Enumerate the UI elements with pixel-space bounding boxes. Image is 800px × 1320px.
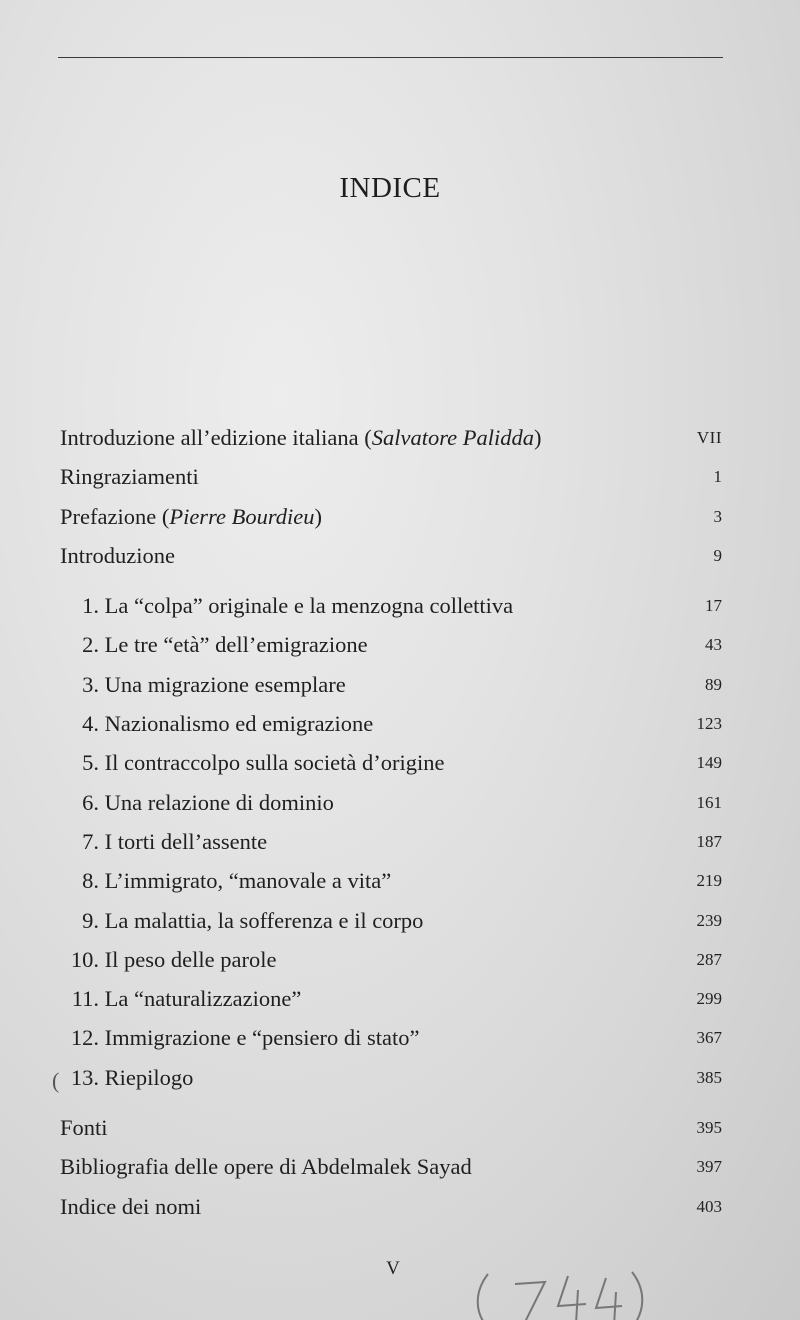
toc-page-number: 385 xyxy=(696,1067,722,1087)
toc-entry-label: Ringraziamenti xyxy=(60,464,199,490)
toc-entry-label: 9. La malattia, la sofferenza e il corpo xyxy=(60,901,423,940)
toc-chapter-3[interactable] xyxy=(60,665,722,704)
toc-entry-fonti[interactable] xyxy=(60,1108,722,1147)
toc-page-number: 187 xyxy=(696,831,722,851)
toc-page-number: 287 xyxy=(696,949,722,969)
toc-chapter-2[interactable] xyxy=(60,625,722,664)
chapter-number: 3. xyxy=(82,671,99,697)
toc-entry-prefazione[interactable] xyxy=(60,497,722,536)
table-of-contents xyxy=(60,418,722,1226)
toc-entry-label: Introduzione all’edizione italiana (Salvatore Palidda) xyxy=(60,425,542,450)
toc-entry-author: Pierre Bourdieu xyxy=(169,503,315,529)
chapter-number: 13. xyxy=(70,1064,99,1090)
toc-page-number: 395 xyxy=(696,1118,722,1138)
toc-entry-label: Fonti xyxy=(60,1115,108,1141)
toc-entry-introduzione[interactable] xyxy=(60,536,722,575)
toc-chapter-6[interactable] xyxy=(60,783,722,822)
toc-page-number: 397 xyxy=(696,1157,722,1177)
top-rule xyxy=(58,57,723,58)
toc-entry-label: Introduzione xyxy=(60,542,175,568)
toc-entry-label: Indice dei nomi xyxy=(60,1193,202,1219)
toc-entry-author: Salvatore Palidda xyxy=(371,425,535,450)
toc-entry-indice-dei-nomi[interactable] xyxy=(60,1187,722,1226)
chapter-number: 1. xyxy=(82,593,99,619)
toc-page-number: 161 xyxy=(696,792,722,812)
toc-chapter-1[interactable] xyxy=(60,586,722,625)
toc-entry-label: 2. Le tre “età” dell’emigrazione xyxy=(60,625,368,664)
toc-entry-label: 1. La “colpa” originale e la menzogna collettiva xyxy=(60,586,513,625)
toc-entry-label: 12. Immigrazione e “pensiero di stato” xyxy=(60,1018,420,1057)
toc-entry-label: 3. Una migrazione esemplare xyxy=(60,665,346,704)
toc-entry-label: 11. La “naturalizzazione” xyxy=(60,979,301,1018)
toc-page-number: 239 xyxy=(696,910,722,930)
chapter-number: 8. xyxy=(82,868,99,894)
chapter-number: 2. xyxy=(82,632,99,658)
toc-page-number: 123 xyxy=(696,714,722,734)
toc-entry-bibliografia[interactable] xyxy=(60,1147,722,1186)
page-title: INDICE xyxy=(339,172,441,204)
toc-entry-label: 13. Riepilogo xyxy=(60,1058,193,1097)
chapter-number: 9. xyxy=(82,907,99,933)
toc-entry-label: 4. Nazionalismo ed emigrazione xyxy=(60,704,373,743)
toc-page-number: 43 xyxy=(705,635,722,655)
toc-page-number: 367 xyxy=(696,1028,722,1048)
toc-entry-ringraziamenti[interactable] xyxy=(60,457,722,496)
toc-page-number: 299 xyxy=(696,989,722,1009)
page-folio: V xyxy=(386,1258,400,1279)
chapter-number: 5. xyxy=(82,750,99,776)
toc-entry-introduzione-edizione-italiana[interactable] xyxy=(60,418,722,457)
chapter-number: 10. xyxy=(70,946,99,972)
toc-page-number: VII xyxy=(696,428,722,447)
toc-entry-label: 7. I torti dell’assente xyxy=(60,822,267,861)
margin-pencil-mark: ( xyxy=(52,1068,60,1093)
toc-page-number: 9 xyxy=(713,545,722,565)
toc-entry-label: 6. Una relazione di dominio xyxy=(60,783,334,822)
chapter-number: 6. xyxy=(82,789,99,815)
toc-chapter-10[interactable] xyxy=(60,940,722,979)
toc-entry-label: Bibliografia delle opere di Abdelmalek Sayad xyxy=(60,1154,472,1180)
toc-chapter-13[interactable] xyxy=(60,1058,722,1097)
chapter-number: 12. xyxy=(70,1025,99,1051)
toc-page-number: 17 xyxy=(705,596,722,616)
toc-chapter-7[interactable] xyxy=(60,822,722,861)
toc-page-number: 403 xyxy=(696,1196,722,1216)
chapter-number: 11. xyxy=(71,986,99,1012)
handwritten-page-note xyxy=(470,1262,650,1320)
toc-chapter-12[interactable] xyxy=(60,1018,722,1057)
toc-chapter-11[interactable] xyxy=(60,979,722,1018)
toc-page-number: 149 xyxy=(696,753,722,773)
toc-chapter-9[interactable] xyxy=(60,901,722,940)
toc-page-number: 89 xyxy=(705,674,722,694)
toc-page-number: 219 xyxy=(696,871,722,891)
toc-entry-label: Prefazione (Pierre Bourdieu) xyxy=(60,503,323,529)
toc-chapter-8[interactable] xyxy=(60,861,722,900)
toc-entry-label: 10. Il peso delle parole xyxy=(60,940,276,979)
toc-page-number: 1 xyxy=(713,467,722,487)
toc-chapter-5[interactable] xyxy=(60,743,722,782)
chapter-number: 4. xyxy=(82,711,99,737)
toc-entry-label: 5. Il contraccolpo sulla società d’origine xyxy=(60,743,445,782)
toc-entry-label: 8. L’immigrato, “manovale a vita” xyxy=(60,861,391,900)
toc-page-number: 3 xyxy=(713,506,722,526)
toc-chapter-4[interactable] xyxy=(60,704,722,743)
chapter-number: 7. xyxy=(82,828,99,854)
